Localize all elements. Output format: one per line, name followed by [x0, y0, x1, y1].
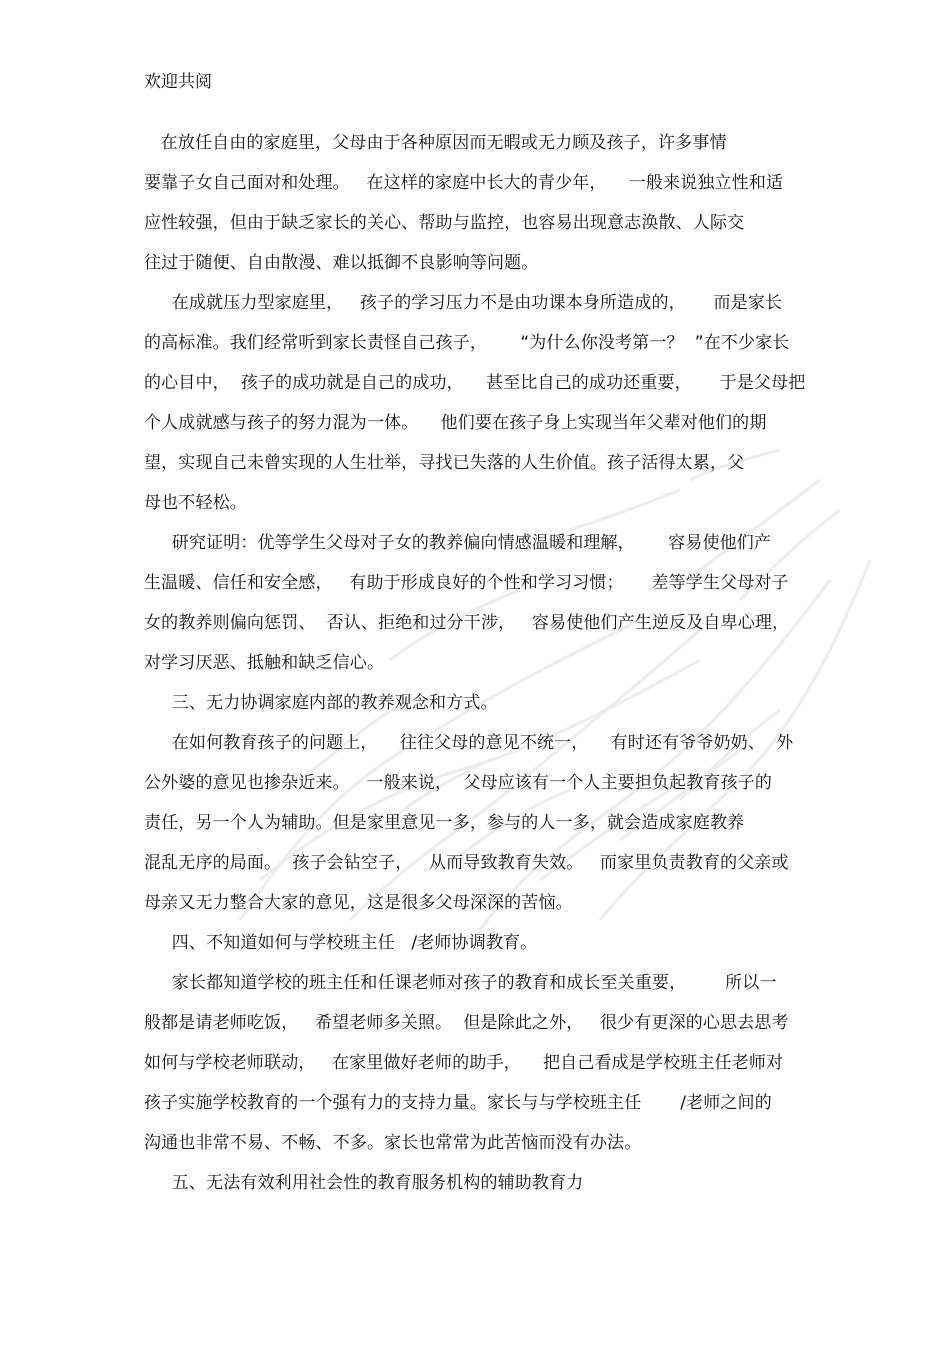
- body-line-17: 公外婆的意见也掺杂近来。 一般来说， 父母应该有一个人主要担负起教育孩子的: [144, 773, 773, 793]
- body-line-26: 沟通也非常不易、不畅、不多。家长也常常为此苦恼而没有办法。: [144, 1133, 642, 1153]
- body-line-19: 混乱无序的局面。 孩子会钻空子， 从而导致教育失效。 而家里负责教育的父亲或: [144, 853, 789, 873]
- page-header: 欢迎共阅: [144, 72, 212, 92]
- body-line-3: 应性较强，但由于缺乏家长的关心、帮助与监控，也容易出现意志涣散、人际交: [144, 213, 745, 233]
- body-line-10: 母也不轻松。: [144, 493, 247, 513]
- body-line-16: 在如何教育孩子的问题上， 往往父母的意见不统一， 有时还有爷爷奶奶、 外: [144, 733, 794, 753]
- body-line-8: 个人成就感与孩子的努力混为一体。 他们要在孩子身上实现当年父辈对他们的期: [144, 413, 767, 433]
- body-line-12: 生温暖、信任和安全感， 有助于形成良好的个性和学习习惯； 差等学生父母对子: [144, 573, 789, 593]
- body-line-13: 女的教养则偏向惩罚、 否认、拒绝和过分干涉， 容易使他们产生逆反及自卑心理，: [144, 613, 790, 633]
- body-line-25: 孩子实施学校教育的一个强有力的支持力量。家长与与学校班主任 /老师之间的: [144, 1093, 772, 1113]
- body-line-1: 在放任自由的家庭里，父母由于各种原因而无暇或无力顾及孩子，许多事情: [144, 133, 727, 153]
- body-line-11: 研究证明：优等学生父母对子女的教养偏向情感温暖和理解， 容易使他们产: [144, 533, 772, 553]
- body-line-7: 的心目中， 孩子的成功就是自己的成功， 甚至比自己的成功还重要， 于是父母把: [144, 373, 806, 393]
- body-line-2: 要靠子女自己面对和处理。 在这样的家庭中长大的青少年， 一般来说独立性和适: [144, 173, 784, 193]
- body-line-14: 对学习厌恶、抵触和缺乏信心。: [144, 653, 385, 673]
- body-line-15: 三、无力协调家庭内部的教养观念和方式。: [144, 693, 498, 713]
- body-line-24: 如何与学校老师联动， 在家里做好老师的助手， 把自己看成是学校班主任老师对: [144, 1053, 784, 1073]
- body-line-6: 的高标准。我们经常听到家长责怪自己孩子， “为什么你没考第一？ ”在不少家长: [144, 333, 790, 353]
- body-line-9: 望，实现自己未曾实现的人生壮举，寻找已失落的人生价值。孩子活得太累，父: [144, 453, 745, 473]
- body-line-23: 般都是请老师吃饭， 希望老师多关照。 但是除此之外， 很少有更深的心思去思考: [144, 1013, 789, 1033]
- body-line-27: 五、无法有效利用社会性的教育服务机构的辅助教育力: [144, 1173, 584, 1193]
- body-line-5: 在成就压力型家庭里， 孩子的学习压力不是由功课本身所造成的， 而是家长: [144, 293, 783, 313]
- body-line-4: 往过于随便、自由散漫、难以抵御不良影响等问题。: [144, 253, 539, 273]
- body-line-21: 四、不知道如何与学校班主任 /老师协调教育。: [144, 933, 538, 953]
- body-line-22: 家长都知道学校的班主任和任课老师对孩子的教育和成长至关重要， 所以一: [144, 973, 777, 993]
- body-line-20: 母亲又无力整合大家的意见，这是很多父母深深的苦恼。: [144, 893, 573, 913]
- body-line-18: 责任，另一个人为辅助。但是家里意见一多，参与的人一多，就会造成家庭教养: [144, 813, 745, 833]
